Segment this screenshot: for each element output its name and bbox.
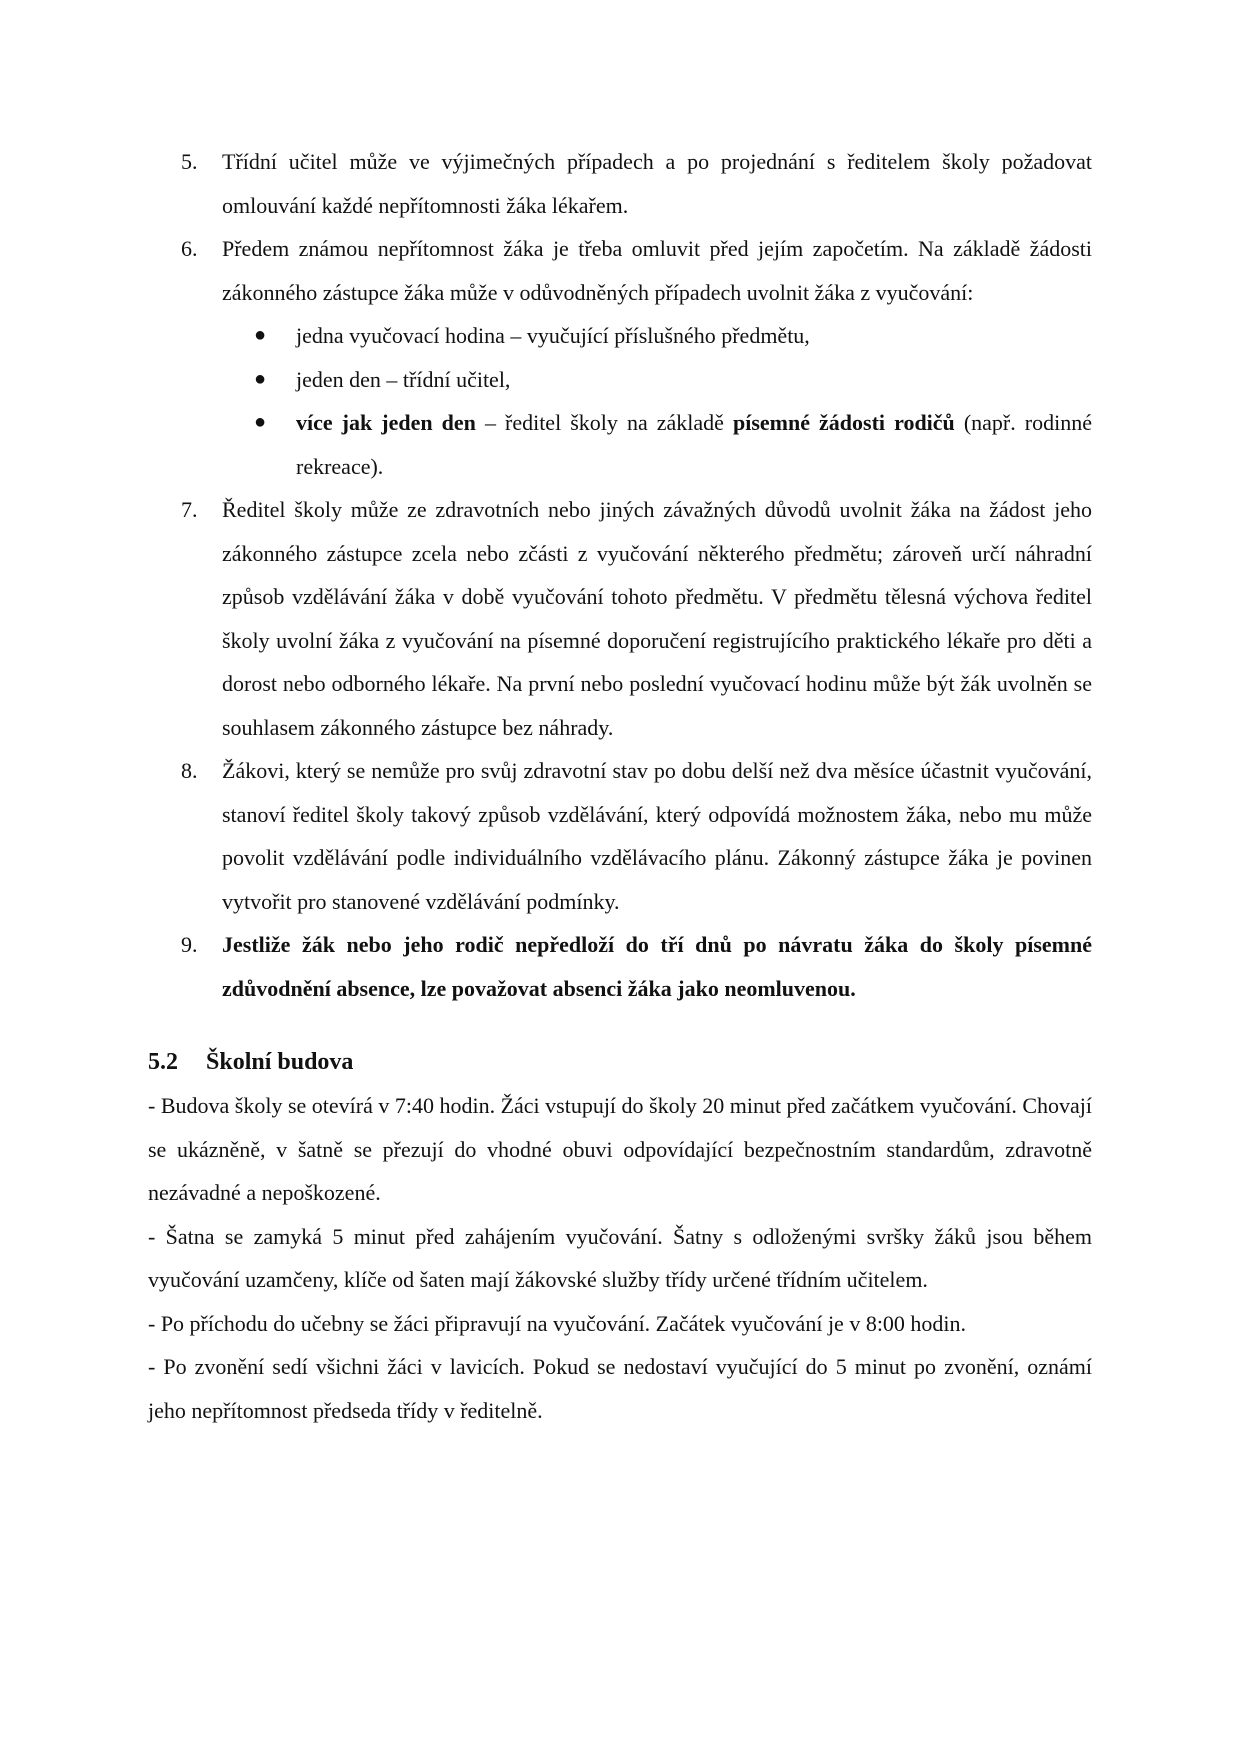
list-number: 7. [181,497,198,522]
list-number: 6. [181,236,198,261]
section-heading [148,1041,1092,1084]
bullet-item [222,401,1092,488]
bullet-icon: ● [254,411,267,433]
list-item-9 [148,923,1092,1010]
bullet-item [222,314,1092,358]
list-item-text: Ředitel školy může ze zdravotních nebo jiných závažných důvodů uvolnit žáka na žádost jeho zákonného zástupce zcela nebo zčásti z vyučování některého předmětu; zároveň určí náhradní způsob vzdělávání žáka v době vyučování tohoto předmětu. V předmětu tělesná výchova ředitel školy uvolní žáka z vyučování na písemné doporučení registrujícího praktického lékaře pro děti a dorost nebo odborného lékaře. Na první nebo poslední vyučovací hodinu může být žák uvolněn se souhlasem zákonného zástupce bez náhrady. [222,497,1092,740]
bullet-text: (např. rodinné rekreace). [296,410,1093,479]
section-title: Školní budova [206,1049,354,1075]
list-number: 9. [181,932,198,957]
bullet-text: jedna vyučovací hodina – vyučující příslušného předmětu, [296,323,810,348]
bullet-list [222,314,1092,488]
list-item-5 [148,140,1092,227]
list-number: 5. [181,149,198,174]
list-number: 8. [181,758,198,783]
numbered-list [148,140,1092,1010]
paragraph: - Šatna se zamyká 5 minut před zahájením vyučování. Šatny s odloženými svršky žáků jsou během vyučování uzamčeny, klíče od šaten mají žákovské služby třídy určené třídním učitelem. [148,1223,1092,1292]
list-item-text: Žákovi, který se nemůže pro svůj zdravotní stav po dobu delší než dva měsíce účastnit vyučování, stanoví ředitel školy takový způsob vzdělávání, který odpovídá možnostem žáka, nebo mu může povolit vzdělávání podle individuálního vzdělávacího plánu. Zákonný zástupce žáka je povinen vytvořit pro stanovené vzdělávání podmínky. [222,758,1092,914]
bullet-item [222,358,1092,402]
document-content [148,140,1092,1432]
list-item-7 [148,488,1092,749]
bullet-icon: ● [254,324,267,346]
list-item-text: Třídní učitel může ve výjimečných případech a po projednání s ředitelem školy požadovat omlouvání každé nepřítomnosti žáka lékařem. [222,149,1092,218]
bullet-bold-text: více jak jeden den [296,410,476,435]
section-number: 5.2 [148,1049,178,1075]
bullet-text: – ředitel školy na základě [475,410,733,435]
paragraph: - Po příchodu do učebny se žáci připravují na vyučování. Začátek vyučování je v 8:00 hodin. [148,1310,967,1336]
bullet-text: jeden den – třídní učitel, [296,366,511,392]
paragraph: - Po zvonění sedí všichni žáci v lavicích. Pokud se nedostaví vyučující do 5 minut po zvonění, oznámí jeho nepřítomnost předseda třídy v ředitelně. [148,1354,1092,1423]
paragraph: - Budova školy se otevírá v 7:40 hodin. Žáci vstupují do školy 20 minut před začátkem vyučování. Chovají se ukázněně, v šatně se přezují do vhodné obuvi odpovídající bezpečnostním standardům, zdravotně nezávadné a nepoškozené. [148,1093,1093,1205]
bullet-bold-text: písemné žádosti rodičů [732,410,955,435]
list-item-8 [148,749,1092,923]
bullet-icon: ● [254,367,267,390]
list-item-text: Předem známou nepřítomnost žáka je třeba omluvit před jejím započetím. Na základě žádosti zákonného zástupce žáka může v odůvodněných případech uvolnit žáka z vyučování: [222,236,1092,305]
list-item-bold-text: Jestliže žák nebo jeho rodič nepředloží do tří dnů po návratu žáka do školy písemné zdůvodnění absence, lze považovat absenci žáka jako neomluvenou. [222,932,1092,1001]
list-item-6 [148,227,1092,488]
